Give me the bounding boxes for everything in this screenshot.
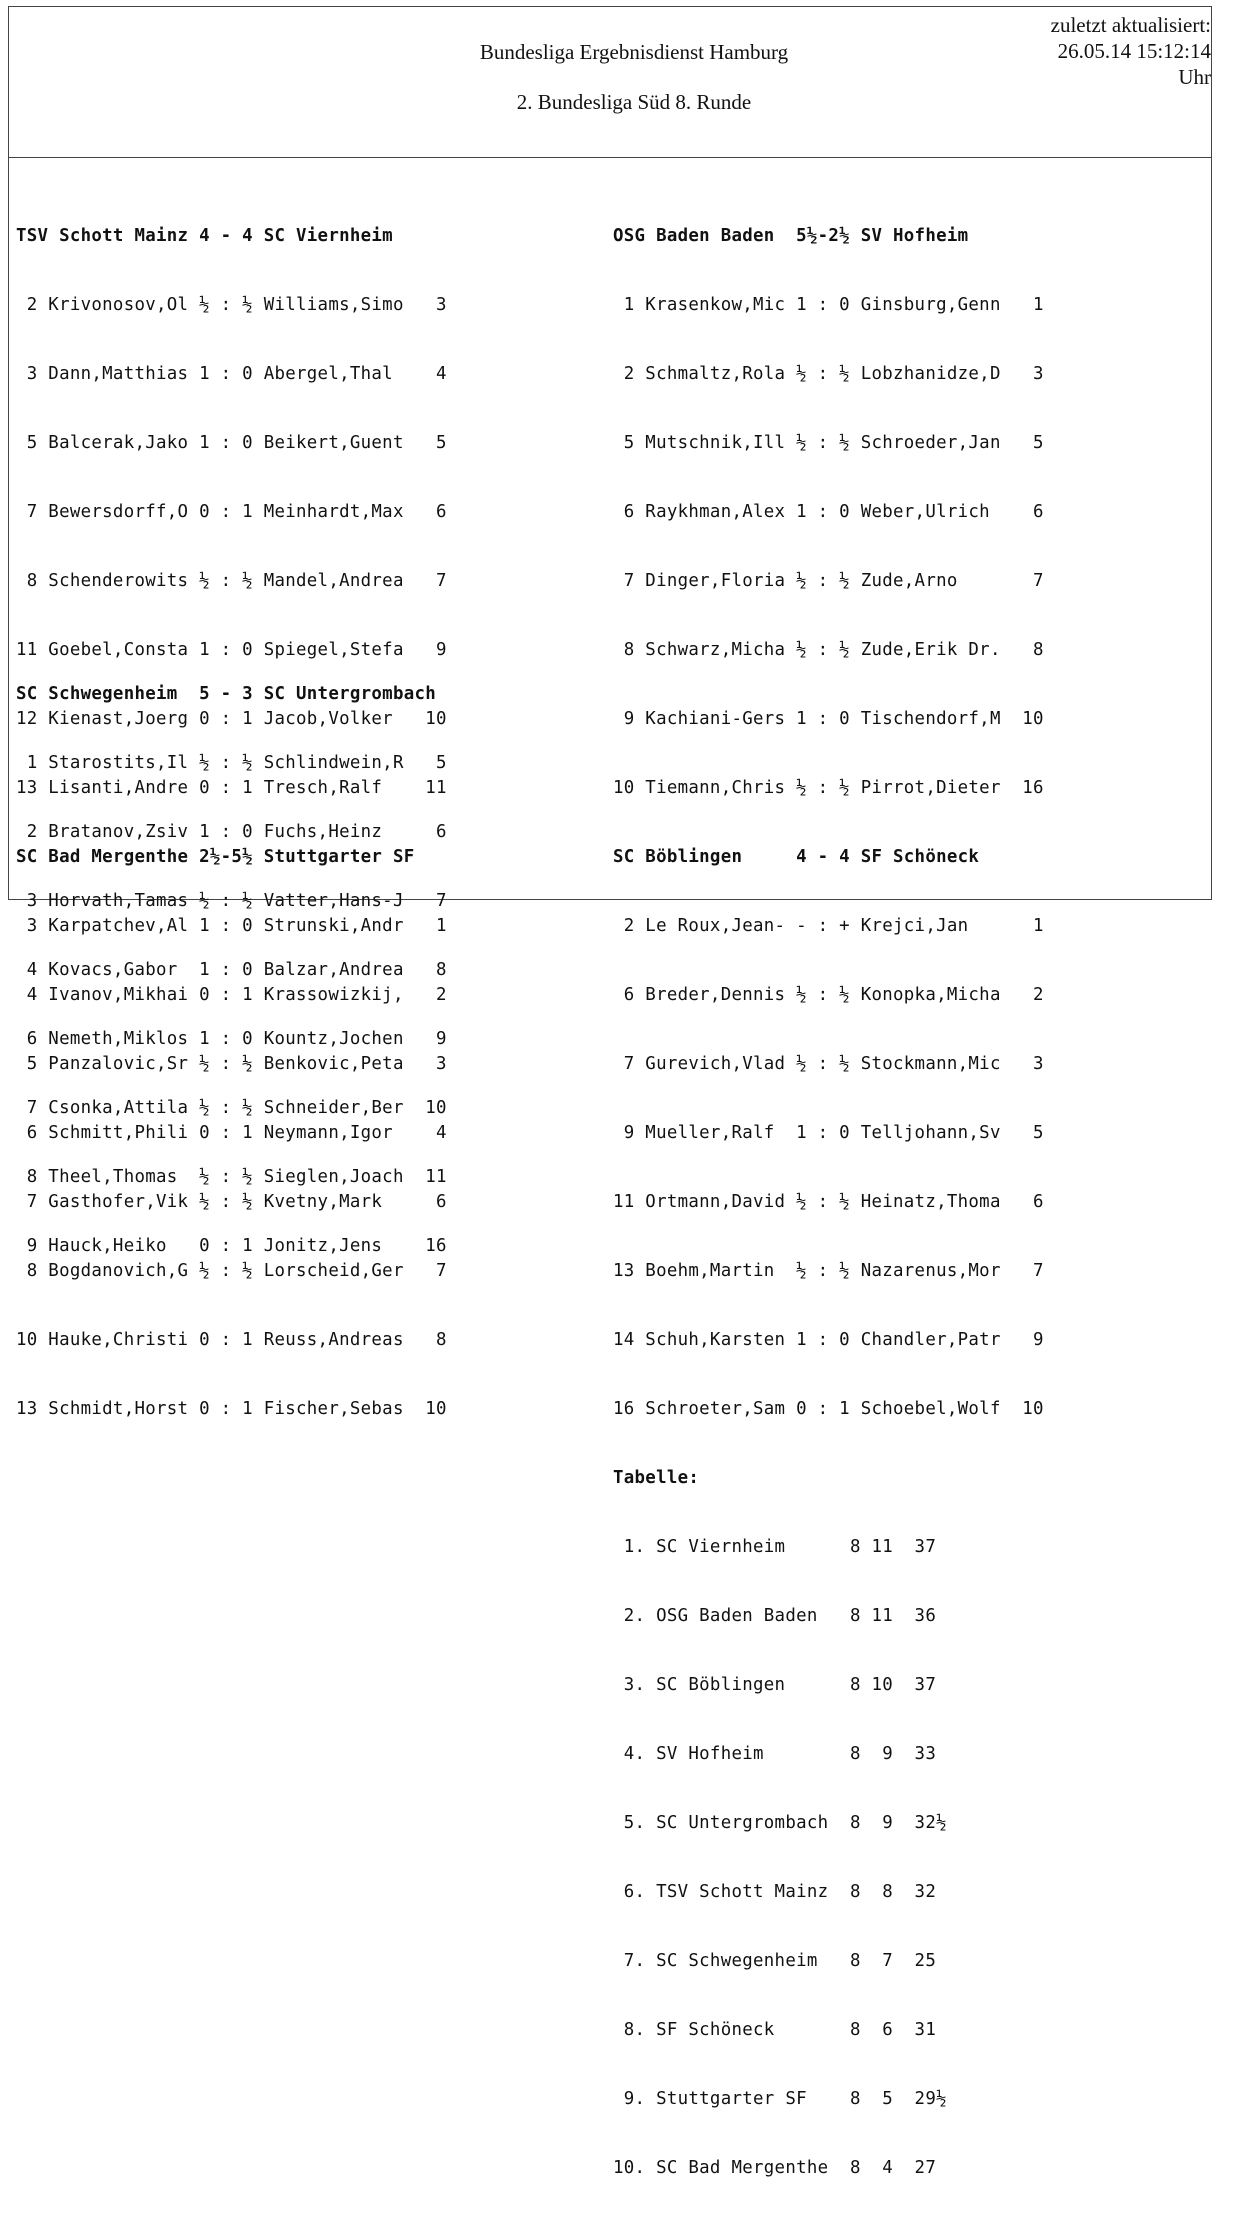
match-header: SC Bad Mergenthe 2½-5½ Stuttgarter SF [16,847,415,867]
board-row: 8 Bogdanovich,G ½ : ½ Lorscheid,Ger 7 [16,1261,447,1281]
board-row: 14 Schuh,Karsten 1 : 0 Chandler,Patr 9 [613,1330,1044,1350]
board-row: 8 Schwarz,Micha ½ : ½ Zude,Erik Dr. 8 [613,640,1044,660]
board-row: 1 Krasenkow,Mic 1 : 0 Ginsburg,Genn 1 [613,295,1044,315]
standings-row: 7. SC Schwegenheim 8 7 25 [613,1951,937,1971]
board-row: 2 Schmaltz,Rola ½ : ½ Lobzhanidze,D 3 [613,364,1044,384]
board-row: 5 Balcerak,Jako 1 : 0 Beikert,Guent 5 [16,433,447,453]
board-row: 2 Bratanov,Zsiv 1 : 0 Fuchs,Heinz 6 [16,822,447,842]
standings-row: 3. SC Böblingen 8 10 37 [613,1675,937,1695]
board-row: 6 Schmitt,Phili 0 : 1 Neymann,Igor 4 [16,1123,447,1143]
board-row: 3 Karpatchev,Al 1 : 0 Strunski,Andr 1 [16,916,447,936]
last-updated-label: zuletzt aktualisiert: [1050,13,1211,37]
last-updated-unit: Uhr [1178,65,1211,89]
board-row: 8 Theel,Thomas ½ : ½ Sieglen,Joach 11 [16,1167,447,1187]
standings-row: 5. SC Untergrombach 8 9 32½ [613,1813,947,1833]
match-header: TSV Schott Mainz 4 - 4 SC Viernheim [16,226,393,246]
board-row: 4 Kovacs,Gabor 1 : 0 Balzar,Andrea 8 [16,960,447,980]
board-row: 11 Goebel,Consta 1 : 0 Spiegel,Stefa 9 [16,640,447,660]
board-row: 11 Ortmann,David ½ : ½ Heinatz,Thoma 6 [613,1192,1044,1212]
page-title: Bundesliga Ergebnisdienst Hamburg [479,40,789,64]
board-row: 10 Tiemann,Chris ½ : ½ Pirrot,Dieter 16 [613,778,1044,798]
board-row: 7 Dinger,Floria ½ : ½ Zude,Arno 7 [613,571,1044,591]
match-block-3 [16,637,447,1304]
board-row: 13 Lisanti,Andre 0 : 1 Tresch,Ralf 11 [16,778,447,798]
board-row: 3 Horvath,Tamas ½ : ½ Vatter,Hans-J 7 [16,891,447,911]
page-header [9,7,1211,158]
board-row: 9 Mueller,Ralf 1 : 0 Telljohann,Sv 5 [613,1123,1044,1143]
board-row: 9 Kachiani-Gers 1 : 0 Tischendorf,M 10 [613,709,1044,729]
board-row: 7 Gasthofer,Vik ½ : ½ Kvetny,Mark 6 [16,1192,447,1212]
board-row: 4 Ivanov,Mikhai 0 : 1 Krassowizkij, 2 [16,985,447,1005]
standings-row: 10. SC Bad Mergenthe 8 4 27 [613,2158,937,2178]
standings-row: 8. SF Schöneck 8 6 31 [613,2020,937,2040]
league-round-subtitle: 2. Bundesliga Süd 8. Runde [516,90,752,114]
standings-row: 4. SV Hofheim 8 9 33 [613,1744,937,1764]
board-row: 2 Krivonosov,Ol ½ : ½ Williams,Simo 3 [16,295,447,315]
last-updated [1051,12,1211,90]
board-row: 1 Starostits,Il ½ : ½ Schlindwein,R 5 [16,753,447,773]
board-row: 6 Raykhman,Alex 1 : 0 Weber,Ulrich 6 [613,502,1044,522]
match-header: OSG Baden Baden 5½-2½ SV Hofheim [613,226,969,246]
standings-row: 6. TSV Schott Mainz 8 8 32 [613,1882,937,1902]
board-row: 7 Csonka,Attila ½ : ½ Schneider,Ber 10 [16,1098,447,1118]
board-row: 12 Kienast,Joerg 0 : 1 Jacob,Volker 10 [16,709,447,729]
board-row: 5 Mutschnik,Ill ½ : ½ Schroeder,Jan 5 [613,433,1044,453]
board-row: 6 Nemeth,Miklos 1 : 0 Kountz,Jochen 9 [16,1029,447,1049]
board-row: 13 Schmidt,Horst 0 : 1 Fischer,Sebas 10 [16,1399,447,1419]
board-row: 13 Boehm,Martin ½ : ½ Nazarenus,Mor 7 [613,1261,1044,1281]
board-row: 8 Schenderowits ½ : ½ Mandel,Andrea 7 [16,571,447,591]
board-row: 16 Schroeter,Sam 0 : 1 Schoebel,Wolf 10 [613,1399,1044,1419]
standings-row: 2. OSG Baden Baden 8 11 36 [613,1606,937,1626]
match-block-2 [613,179,1044,2226]
board-row: 7 Bewersdorff,O 0 : 1 Meinhardt,Max 6 [16,502,447,522]
last-updated-value: 26.05.14 15:12:14 [1057,39,1211,63]
board-row: 6 Breder,Dennis ½ : ½ Konopka,Micha 2 [613,985,1044,1005]
match-header: SC Schwegenheim 5 - 3 SC Untergrombach [16,684,437,704]
board-row: 3 Dann,Matthias 1 : 0 Abergel,Thal 4 [16,364,447,384]
board-row: 10 Hauke,Christi 0 : 1 Reuss,Andreas 8 [16,1330,447,1350]
board-row: 2 Le Roux,Jean- - : + Krejci,Jan 1 [613,916,1044,936]
standings-row: 9. Stuttgarter SF 8 5 29½ [613,2089,947,2109]
board-row: 9 Hauck,Heiko 0 : 1 Jonitz,Jens 16 [16,1236,447,1256]
standings-row: 1. SC Viernheim 8 11 37 [613,1537,937,1557]
board-row: 7 Gurevich,Vlad ½ : ½ Stockmann,Mic 3 [613,1054,1044,1074]
standings-header: Tabelle: [613,1468,700,1488]
match-header: SC Böblingen 4 - 4 SF Schöneck [613,847,980,867]
board-row: 5 Panzalovic,Sr ½ : ½ Benkovic,Peta 3 [16,1054,447,1074]
results-frame [8,6,1212,2178]
